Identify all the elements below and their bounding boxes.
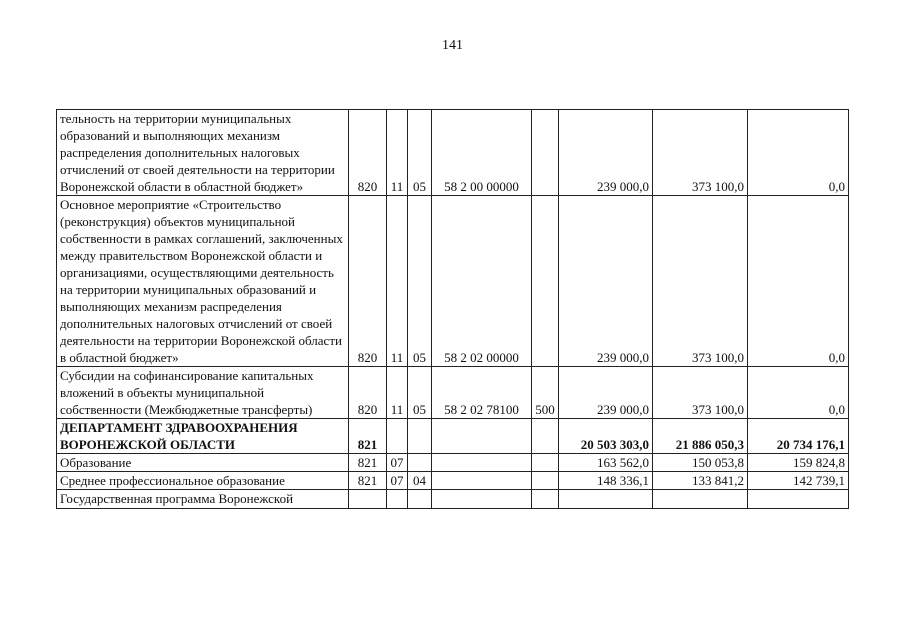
- cell-year3: 0,0: [748, 196, 849, 367]
- cell-year1: 239 000,0: [559, 196, 653, 367]
- row-name: ДЕПАРТАМЕНТ ЗДРАВООХРАНЕНИЯ ВОРОНЕЖСКОЙ ОБЛАСТИ: [57, 419, 349, 454]
- cell-csr: [432, 454, 532, 472]
- cell-year3: 20 734 176,1: [748, 419, 849, 454]
- cell-csr: [432, 490, 532, 509]
- cell-vr: [532, 110, 559, 196]
- cell-vr: [532, 454, 559, 472]
- cell-csr: 58 2 02 00000: [432, 196, 532, 367]
- cell-pr: [408, 490, 432, 509]
- cell-year2: 373 100,0: [653, 196, 748, 367]
- page-number: 141: [442, 38, 463, 53]
- cell-year1: [559, 490, 653, 509]
- table-row: [57, 490, 849, 509]
- cell-year1: 148 336,1: [559, 472, 653, 490]
- cell-rz: 07: [387, 454, 408, 472]
- row-name: тельность на территории муниципальных образований и выполняющих механизм распределения дополнительных налоговых отчислений от своей деятельности на территории Воронежской области в областной бюджет»: [57, 110, 349, 196]
- cell-pr: 05: [408, 110, 432, 196]
- table-row: [57, 196, 849, 367]
- row-name: Основное мероприятие «Строительство (реконструкция) объектов муниципальной собственности в рамках соглашений, заключенных между правительством Воронежской области и организациями, осуществляющими деятельность на территории муниципальных образований и выполняющих механизм распределения дополнительных налоговых отчислений от своей деятельности на территории Воронежской области в областной бюджет»: [57, 196, 349, 367]
- cell-year1: 163 562,0: [559, 454, 653, 472]
- cell-csr: [432, 472, 532, 490]
- cell-year2: [653, 490, 748, 509]
- cell-vr: [532, 196, 559, 367]
- row-name: Субсидии на софинансирование капитальных вложений в объекты муниципальной собственности (Межбюджетные трансферты): [57, 367, 349, 419]
- cell-year3: [748, 490, 849, 509]
- cell-pr: [408, 454, 432, 472]
- cell-year3: 0,0: [748, 367, 849, 419]
- cell-vr: [532, 490, 559, 509]
- cell-year3: 0,0: [748, 110, 849, 196]
- cell-year2: 373 100,0: [653, 110, 748, 196]
- cell-csr: [432, 419, 532, 454]
- cell-year3: 159 824,8: [748, 454, 849, 472]
- cell-year2: 21 886 050,3: [653, 419, 748, 454]
- cell-ved: 820: [349, 196, 387, 367]
- row-name: Среднее профессиональное образование: [57, 472, 349, 490]
- cell-year1: 20 503 303,0: [559, 419, 653, 454]
- table-row: [57, 367, 849, 419]
- cell-ved: 821: [349, 454, 387, 472]
- cell-vr: [532, 472, 559, 490]
- table-row: [57, 110, 849, 196]
- cell-pr: 05: [408, 367, 432, 419]
- cell-rz: [387, 490, 408, 509]
- cell-rz: 11: [387, 110, 408, 196]
- cell-csr: 58 2 02 78100: [432, 367, 532, 419]
- cell-year2: 133 841,2: [653, 472, 748, 490]
- cell-pr: 04: [408, 472, 432, 490]
- cell-ved: 820: [349, 110, 387, 196]
- cell-year1: 239 000,0: [559, 110, 653, 196]
- cell-rz: [387, 419, 408, 454]
- cell-vr: 500: [532, 367, 559, 419]
- cell-rz: 11: [387, 367, 408, 419]
- row-name: Образование: [57, 454, 349, 472]
- cell-rz: 11: [387, 196, 408, 367]
- cell-ved: 820: [349, 367, 387, 419]
- table-row: [57, 454, 849, 472]
- budget-table: [56, 109, 849, 509]
- row-name: Государственная программа Воронежской: [57, 490, 349, 509]
- cell-ved: 821: [349, 419, 387, 454]
- cell-ved: [349, 490, 387, 509]
- cell-year3: 142 739,1: [748, 472, 849, 490]
- table-row: [57, 472, 849, 490]
- cell-pr: [408, 419, 432, 454]
- cell-rz: 07: [387, 472, 408, 490]
- cell-pr: 05: [408, 196, 432, 367]
- cell-year1: 239 000,0: [559, 367, 653, 419]
- cell-ved: 821: [349, 472, 387, 490]
- table-row-department: [57, 419, 849, 454]
- cell-year2: 150 053,8: [653, 454, 748, 472]
- cell-vr: [532, 419, 559, 454]
- cell-csr: 58 2 00 00000: [432, 110, 532, 196]
- cell-year2: 373 100,0: [653, 367, 748, 419]
